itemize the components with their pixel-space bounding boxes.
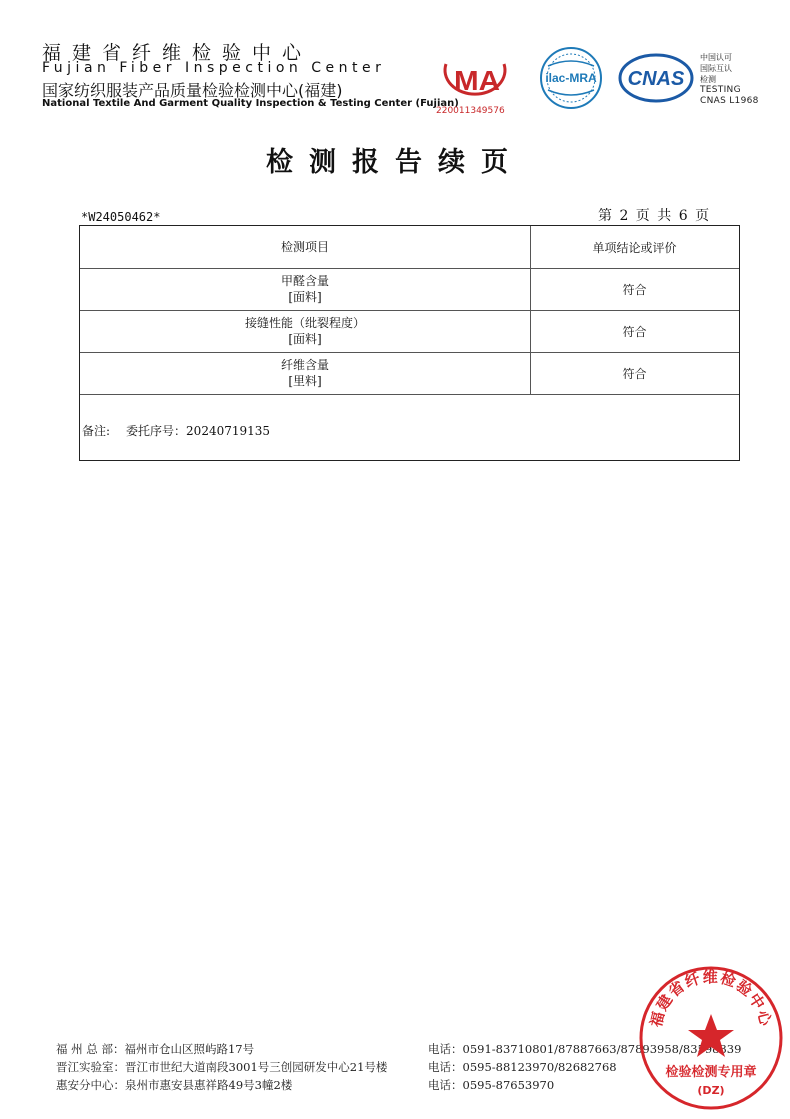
item-name: 接缝性能（纰裂程度）	[244, 316, 365, 330]
item-cell	[80, 310, 531, 352]
seal-ring-text: 福建省纤维检验中心	[646, 968, 776, 1029]
report-number: *W24050462*	[81, 210, 161, 224]
cnas-caption	[700, 52, 759, 107]
seal-center-text: 检验检测专用章	[665, 1065, 757, 1080]
table-row	[80, 268, 739, 311]
official-seal-stamp	[637, 964, 785, 1112]
remark	[82, 422, 270, 439]
center-name-en: National Textile And Garment Quality Inspection & Testing Center (Fujian)	[42, 98, 459, 109]
table-header-row	[80, 226, 739, 269]
cnas-caption-line: 国际互认	[700, 64, 732, 73]
cma-logo-text: MA	[454, 65, 500, 96]
cnas-caption-line: 中国认可	[700, 53, 732, 62]
org-name-en: Fujian Fiber Inspection Center	[42, 60, 386, 76]
header-item: 检测项目	[80, 226, 531, 268]
header-result: 单项结论或评价	[592, 240, 677, 255]
footer-address-line: 晋江实验室：晋江市世纪大道南段3001号三创园研发中心21号楼	[56, 1060, 388, 1074]
results-table	[79, 225, 740, 461]
seal-star-icon	[688, 1014, 734, 1057]
item-name: 纤维含量	[280, 358, 329, 372]
ilac-logo-text: ilac-MRA	[545, 71, 597, 85]
page-number: 第 2 页 共 6 页	[598, 208, 710, 224]
item-name: 甲醛含量	[280, 274, 329, 288]
footer-phone-line: 电话：0595-88123970/82682768	[428, 1060, 617, 1074]
result-cell: 符合	[622, 366, 647, 381]
result-cell: 符合	[622, 324, 647, 339]
footer-phone-line: 电话：0595-87653970	[428, 1078, 555, 1092]
item-part: [面料]	[288, 290, 322, 304]
cnas-caption-line: TESTING	[700, 85, 741, 95]
footer-address-line: 福 州 总 部：福州市仓山区照屿路17号	[56, 1042, 255, 1056]
cnas-logo-text: CNAS	[627, 68, 685, 90]
cnas-caption-line: 检测	[700, 75, 716, 84]
page-title: 检测报告续页	[266, 147, 524, 178]
footer-phone-line: 电话：0591-83710801/87887663/87893958/83598339	[428, 1042, 742, 1056]
footer-address-line: 惠安分中心：泉州市惠安县惠祥路49号3幢2楼	[56, 1078, 293, 1092]
table-row	[80, 352, 739, 395]
item-cell	[80, 352, 531, 394]
footer-addresses	[56, 1040, 387, 1094]
item-part: [里料]	[288, 374, 322, 388]
ilac-mra-logo	[536, 46, 606, 110]
item-part: [面料]	[288, 332, 322, 346]
cnas-caption-line: CNAS L1968	[700, 96, 759, 106]
remark-value: 委托序号：20240719135	[126, 424, 271, 438]
org-name-cn: 福建省纤维检验中心	[42, 42, 313, 64]
item-cell	[80, 268, 531, 310]
seal-code: (DZ)	[697, 1084, 725, 1097]
remark-label: 备注:	[82, 424, 111, 438]
result-cell: 符合	[622, 282, 647, 297]
table-row	[80, 310, 739, 353]
cma-number: 220011349576	[436, 106, 505, 116]
center-name-cn: 国家纺织服装产品质量检验检测中心(福建)	[42, 81, 343, 100]
cnas-logo	[618, 52, 694, 104]
remark-row	[80, 394, 739, 460]
